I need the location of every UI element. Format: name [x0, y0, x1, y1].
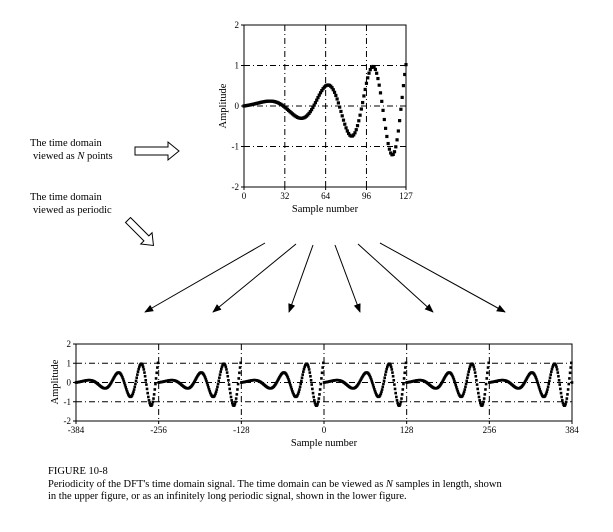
lower-x-tick-label: -384 [67, 425, 85, 435]
data-point [217, 383, 220, 386]
upper-x-tick-label: 64 [321, 191, 331, 201]
lower-grid [73, 344, 572, 424]
data-point [394, 392, 397, 395]
data-point [464, 386, 467, 389]
data-point [298, 388, 301, 391]
data-point [334, 94, 337, 97]
data-point [548, 380, 551, 383]
data-point [565, 401, 568, 404]
data-point [339, 110, 342, 113]
data-point [549, 373, 552, 376]
data-point [310, 379, 313, 382]
lower-x-tick-label: 128 [399, 425, 414, 435]
upper-x-axis-label: Sample number [291, 204, 359, 215]
data-point [307, 366, 310, 369]
data-point [383, 376, 386, 379]
data-point [547, 383, 550, 386]
data-point [234, 401, 237, 404]
data-point [236, 393, 239, 396]
data-point [477, 392, 480, 395]
upper-y-tick-label: 2 [234, 20, 239, 30]
data-point [143, 371, 146, 374]
data-point [300, 380, 303, 383]
data-point [365, 82, 368, 85]
data-point [337, 101, 340, 104]
data-point [567, 388, 570, 391]
data-point [484, 393, 487, 396]
data-point [390, 366, 393, 369]
data-point [403, 377, 406, 380]
lower-x-tick-label: 256 [482, 425, 497, 435]
data-point [561, 399, 564, 402]
data-point [147, 396, 150, 399]
data-point [463, 391, 466, 394]
data-point [387, 142, 390, 145]
data-point [312, 392, 315, 395]
data-point [483, 397, 486, 400]
data-point [237, 377, 240, 380]
block-arrow-right-icon [135, 142, 179, 160]
upper-y-tick-label: 0 [234, 101, 239, 111]
data-point [301, 373, 304, 376]
data-point [385, 135, 388, 138]
data-point [385, 370, 388, 373]
data-point [216, 386, 219, 389]
fan-arrow-2 [213, 244, 296, 312]
lower-y-tick-label: -2 [63, 416, 71, 426]
data-point [466, 376, 469, 379]
data-point [566, 397, 569, 400]
data-point [397, 129, 400, 132]
data-point [404, 63, 407, 66]
data-point [395, 138, 398, 141]
data-point [558, 379, 561, 382]
data-point [132, 391, 135, 394]
data-point [478, 399, 481, 402]
data-point [154, 383, 157, 386]
data-point [353, 131, 356, 134]
data-point [546, 391, 549, 394]
data-point [302, 370, 305, 373]
data-point [343, 123, 346, 126]
data-point [157, 362, 160, 365]
data-point [317, 401, 320, 404]
data-point [358, 114, 361, 117]
data-point [322, 362, 325, 365]
lower-y-tick-label: 2 [66, 339, 71, 349]
data-point [403, 73, 406, 76]
data-point [144, 375, 147, 378]
data-point [218, 376, 221, 379]
lower-x-tick-label: 0 [321, 425, 327, 435]
data-point [382, 383, 385, 386]
data-point [133, 388, 136, 391]
data-point [568, 377, 571, 380]
data-point [135, 376, 138, 379]
data-point [239, 366, 242, 369]
upper-x-tick-label: 96 [361, 191, 371, 201]
data-point [228, 383, 231, 386]
data-point [225, 366, 228, 369]
data-point [235, 397, 238, 400]
data-point [396, 399, 399, 402]
fan-arrow-5 [358, 244, 433, 312]
data-point [401, 388, 404, 391]
data-point [381, 109, 384, 112]
data-point [465, 380, 468, 383]
data-point [564, 403, 567, 406]
data-point [226, 375, 229, 378]
data-point [362, 94, 365, 97]
lower-chart [50, 339, 579, 449]
data-point [403, 372, 406, 375]
data-point [133, 386, 136, 389]
data-point [311, 388, 314, 391]
periodic-label-line1: The time domain [30, 192, 102, 203]
data-point [342, 119, 345, 122]
data-point [549, 376, 552, 379]
data-point [155, 377, 158, 380]
data-point [391, 368, 394, 371]
data-point [388, 148, 391, 151]
data-point [571, 381, 574, 384]
data-point [219, 370, 222, 373]
data-point [237, 383, 240, 386]
data-point [152, 401, 155, 404]
data-point [378, 84, 381, 87]
data-point [467, 370, 470, 373]
data-point [560, 396, 563, 399]
data-point [366, 76, 369, 79]
data-point [299, 383, 302, 386]
data-point [556, 368, 559, 371]
data-point [312, 396, 315, 399]
data-point [393, 150, 396, 153]
data-point [234, 403, 237, 406]
upper-x-tick-label: 0 [241, 191, 247, 201]
data-point [394, 388, 397, 391]
data-point [318, 393, 321, 396]
data-point [392, 375, 395, 378]
n-points-label-line1: The time domain [30, 138, 102, 149]
data-point [316, 403, 319, 406]
data-point [547, 386, 550, 389]
data-point [476, 388, 479, 391]
data-point [338, 106, 341, 109]
periodic-label-line2: viewed as periodic [33, 205, 112, 216]
data-point [473, 366, 476, 369]
data-point [404, 366, 407, 369]
data-point [142, 366, 145, 369]
lower-y-tick-label: -1 [63, 396, 71, 407]
data-point [546, 388, 549, 391]
data-point [395, 396, 398, 399]
data-point [398, 119, 401, 122]
lower-x-tick-label: 384 [565, 425, 579, 435]
data-point [482, 403, 485, 406]
data-point [308, 371, 311, 374]
caption-line-2: in the upper figure, or as an infinitely long periodic signal, shown in the lower figure. [48, 491, 407, 502]
data-point [567, 383, 570, 386]
data-point [474, 371, 477, 374]
data-point [402, 383, 405, 386]
data-point [217, 380, 220, 383]
data-point [482, 401, 485, 404]
data-point [566, 393, 569, 396]
data-point [298, 391, 301, 394]
lower-x-axis-label: Sample number [290, 438, 358, 449]
data-point [319, 383, 322, 386]
data-point [144, 379, 147, 382]
data-point [321, 366, 324, 369]
data-point [463, 388, 466, 391]
data-point [384, 373, 387, 376]
data-point [364, 88, 367, 91]
upper-y-tick-labels [232, 20, 240, 192]
data-point [226, 371, 229, 374]
data-point [400, 401, 403, 404]
upper-x-tick-label: 32 [280, 191, 290, 201]
data-point [219, 373, 222, 376]
data-point [236, 388, 239, 391]
upper-data-series [242, 63, 407, 156]
data-point [151, 403, 154, 406]
upper-y-axis-label: Amplitude [218, 83, 229, 129]
fan-arrow-3 [289, 245, 313, 312]
data-point [550, 370, 553, 373]
data-point [156, 366, 159, 369]
data-point [379, 91, 382, 94]
data-point [380, 100, 383, 103]
data-point [401, 393, 404, 396]
data-point [555, 366, 558, 369]
data-point [376, 77, 379, 80]
data-point [239, 362, 242, 365]
data-point [393, 383, 396, 386]
data-point [559, 388, 562, 391]
lower-x-tick-label: -256 [150, 425, 167, 435]
data-point [319, 388, 322, 391]
data-point [557, 375, 560, 378]
data-point [560, 392, 563, 395]
data-point [299, 386, 302, 389]
data-point [238, 372, 241, 375]
caption-title: FIGURE 10-8 [48, 466, 108, 477]
data-point [478, 396, 481, 399]
data-point [405, 362, 408, 365]
data-point [570, 362, 573, 365]
data-point [401, 96, 404, 99]
lower-x-tick-label: -128 [233, 425, 250, 435]
data-point [227, 379, 230, 382]
data-point [476, 383, 479, 386]
data-point [383, 380, 386, 383]
data-point [228, 388, 231, 391]
data-point [485, 377, 488, 380]
data-point [400, 397, 403, 400]
data-point [152, 397, 155, 400]
block-arrow-diagonal-icon [122, 214, 159, 251]
data-point [475, 379, 478, 382]
data-point [569, 366, 572, 369]
data-point [134, 383, 137, 386]
data-point [361, 101, 364, 104]
lower-y-tick-labels [64, 339, 72, 426]
data-point [402, 84, 405, 87]
data-point [474, 375, 477, 378]
data-point [486, 372, 489, 375]
data-point [301, 376, 304, 379]
upper-y-tick-label: -2 [231, 182, 239, 192]
data-point [465, 383, 468, 386]
data-point [321, 372, 324, 375]
data-point [556, 371, 559, 374]
data-point [344, 126, 347, 129]
fan-arrow-6 [380, 243, 505, 312]
data-point [333, 91, 336, 94]
data-point [381, 386, 384, 389]
data-point [367, 72, 370, 75]
data-point [360, 107, 363, 110]
data-point [473, 368, 476, 371]
data-point [313, 399, 316, 402]
fan-arrow-1 [145, 243, 265, 312]
data-point [375, 72, 378, 75]
data-point [394, 145, 397, 148]
data-point [383, 118, 386, 121]
data-point [484, 388, 487, 391]
data-point [381, 388, 384, 391]
lower-x-tick-labels [68, 425, 580, 435]
data-point [485, 383, 488, 386]
data-point [155, 372, 158, 375]
lower-y-tick-label: 1 [66, 358, 71, 369]
data-point [399, 108, 402, 111]
data-point [310, 383, 313, 386]
data-point [391, 371, 394, 374]
upper-chart [218, 20, 413, 215]
data-point [467, 373, 470, 376]
data-point [135, 380, 138, 383]
data-point [392, 379, 395, 382]
data-point [569, 372, 572, 375]
data-point [215, 388, 218, 391]
data-point [136, 373, 139, 376]
lower-y-tick-label: 0 [66, 377, 71, 388]
data-point [384, 127, 387, 130]
data-point [229, 392, 232, 395]
data-point [137, 370, 140, 373]
upper-x-tick-label: 127 [399, 191, 413, 201]
lower-y-axis-label: Amplitude [50, 359, 61, 405]
data-point [225, 368, 228, 371]
fan-arrow-4 [335, 245, 360, 312]
data-point [558, 383, 561, 386]
data-point [153, 388, 156, 391]
data-point [318, 397, 321, 400]
data-point [374, 68, 377, 71]
data-point [153, 393, 156, 396]
n-points-label-line2: viewed as N points [33, 151, 113, 162]
data-point [399, 403, 402, 406]
data-point [356, 124, 359, 127]
upper-y-tick-label: 1 [234, 60, 239, 71]
data-point [357, 119, 360, 122]
data-point [320, 377, 323, 380]
data-point [309, 375, 312, 378]
data-point [487, 362, 490, 365]
data-point [487, 366, 490, 369]
data-point [336, 97, 339, 100]
upper-x-tick-labels [242, 191, 414, 201]
data-point [355, 128, 358, 131]
fan-arrows [145, 243, 505, 312]
data-point [146, 388, 149, 391]
data-point [230, 396, 233, 399]
data-point [143, 368, 146, 371]
data-point [146, 392, 149, 395]
figure-caption [48, 466, 608, 504]
upper-y-tick-label: -1 [231, 141, 239, 152]
data-point [230, 399, 233, 402]
caption-line-1: Periodicity of the DFT's time domain signal. The time domain can be viewed as N samples in length, shown [48, 478, 502, 490]
data-point [145, 383, 148, 386]
upper-grid [241, 25, 406, 190]
data-point [148, 399, 151, 402]
data-point [380, 391, 383, 394]
data-point [308, 368, 311, 371]
data-point [341, 114, 344, 117]
data-point [215, 391, 218, 394]
